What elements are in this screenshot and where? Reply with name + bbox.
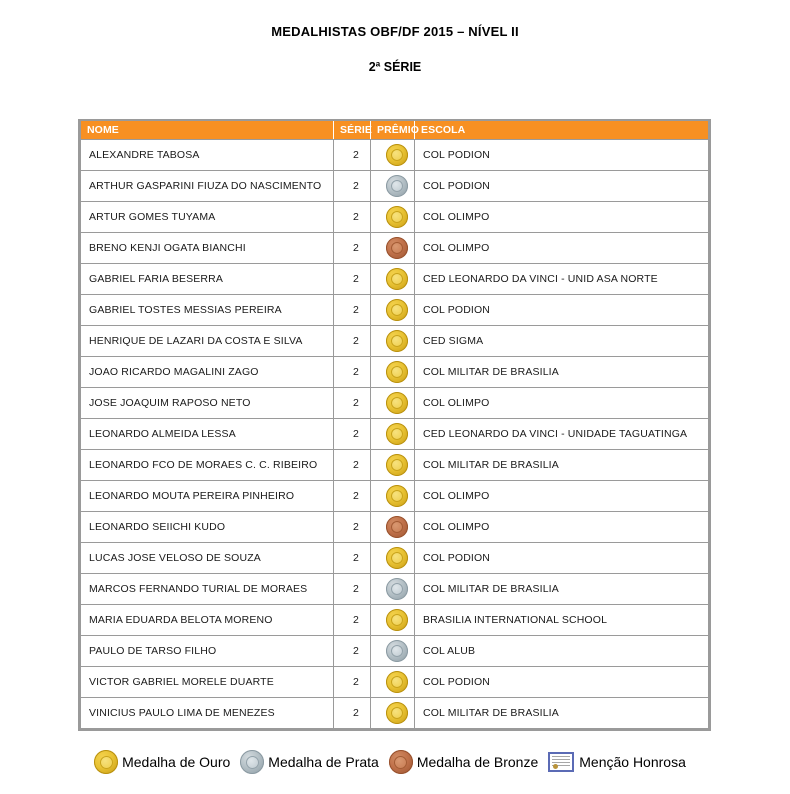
gold-medal-icon <box>386 671 408 693</box>
silver-medal-icon <box>386 578 408 600</box>
table-row <box>81 263 708 294</box>
silver-medal-icon <box>386 175 408 197</box>
cell-serie: 2 <box>334 542 371 573</box>
legend <box>0 750 790 774</box>
table-header-row <box>81 121 708 139</box>
cell-nome: GABRIEL TOSTES MESSIAS PEREIRA <box>81 294 334 325</box>
table-row <box>81 697 708 728</box>
cell-premio <box>371 511 415 542</box>
cell-serie: 2 <box>334 387 371 418</box>
cell-serie: 2 <box>334 294 371 325</box>
cell-escola: CED SIGMA <box>415 325 708 356</box>
gold-medal-icon <box>386 423 408 445</box>
gold-medal-icon <box>386 392 408 414</box>
cell-escola: COL PODION <box>415 294 708 325</box>
bronze-medal-icon <box>386 237 408 259</box>
gold-medal-icon <box>386 144 408 166</box>
medalists-table <box>78 119 711 731</box>
table-row <box>81 511 708 542</box>
cell-serie: 2 <box>334 635 371 666</box>
cell-escola: COL PODION <box>415 139 708 170</box>
gold-medal-icon <box>386 299 408 321</box>
silver-medal-icon <box>386 640 408 662</box>
cell-premio <box>371 573 415 604</box>
certificate-icon <box>548 752 574 772</box>
cell-escola: COL MILITAR DE BRASILIA <box>415 573 708 604</box>
cell-premio <box>371 697 415 728</box>
column-header-nome[interactable]: NOME <box>81 121 334 139</box>
cell-premio <box>371 418 415 449</box>
cell-serie: 2 <box>334 201 371 232</box>
page-root <box>0 24 790 794</box>
table-body <box>81 139 708 728</box>
cell-premio <box>371 449 415 480</box>
cell-premio <box>371 542 415 573</box>
cell-nome: LUCAS JOSE VELOSO DE SOUZA <box>81 542 334 573</box>
table-row <box>81 139 708 170</box>
cell-nome: PAULO DE TARSO FILHO <box>81 635 334 666</box>
gold-medal-icon <box>386 361 408 383</box>
cell-escola: COL MILITAR DE BRASILIA <box>415 449 708 480</box>
cell-serie: 2 <box>334 232 371 263</box>
cell-serie: 2 <box>334 325 371 356</box>
cell-premio <box>371 325 415 356</box>
cell-premio <box>371 139 415 170</box>
legend-label: Medalha de Ouro <box>122 754 231 770</box>
cell-serie: 2 <box>334 604 371 635</box>
cell-premio <box>371 356 415 387</box>
cell-premio <box>371 480 415 511</box>
legend-item <box>389 750 538 774</box>
table-row <box>81 387 708 418</box>
cell-nome: BRENO KENJI OGATA BIANCHI <box>81 232 334 263</box>
page-title: MEDALHISTAS OBF/DF 2015 – NÍVEL II <box>271 24 519 39</box>
cell-escola: COL OLIMPO <box>415 201 708 232</box>
cell-escola: BRASILIA INTERNATIONAL SCHOOL <box>415 604 708 635</box>
cell-escola: COL OLIMPO <box>415 480 708 511</box>
cell-escola: COL OLIMPO <box>415 232 708 263</box>
cell-serie: 2 <box>334 480 371 511</box>
gold-medal-icon <box>386 268 408 290</box>
cell-escola: CED LEONARDO DA VINCI - UNIDADE TAGUATINGA <box>415 418 708 449</box>
cell-escola: COL MILITAR DE BRASILIA <box>415 356 708 387</box>
table-row <box>81 232 708 263</box>
cell-nome: ARTUR GOMES TUYAMA <box>81 201 334 232</box>
gold-medal-icon <box>386 206 408 228</box>
cell-nome: HENRIQUE DE LAZARI DA COSTA E SILVA <box>81 325 334 356</box>
table-row <box>81 201 708 232</box>
cell-nome: JOAO RICARDO MAGALINI ZAGO <box>81 356 334 387</box>
table-row <box>81 480 708 511</box>
table-row <box>81 542 708 573</box>
cell-premio <box>371 232 415 263</box>
table-row <box>81 635 708 666</box>
column-header-premio[interactable]: PRÊMIO <box>371 121 415 139</box>
cell-serie: 2 <box>334 449 371 480</box>
legend-item <box>94 750 230 774</box>
gold-medal-icon <box>386 609 408 631</box>
gold-medal-icon <box>386 330 408 352</box>
cell-serie: 2 <box>334 511 371 542</box>
cell-nome: ALEXANDRE TABOSA <box>81 139 334 170</box>
cell-nome: VICTOR GABRIEL MORELE DUARTE <box>81 666 334 697</box>
gold-medal-icon <box>386 454 408 476</box>
table-row <box>81 418 708 449</box>
cell-nome: LEONARDO SEIICHI KUDO <box>81 511 334 542</box>
cell-serie: 2 <box>334 418 371 449</box>
legend-item <box>548 752 686 772</box>
bronze-medal-icon <box>386 516 408 538</box>
gold-medal-icon <box>386 547 408 569</box>
cell-premio <box>371 201 415 232</box>
cell-serie: 2 <box>334 697 371 728</box>
cell-premio <box>371 387 415 418</box>
certificate-seal <box>553 764 558 769</box>
table-row <box>81 573 708 604</box>
cell-nome: LEONARDO ALMEIDA LESSA <box>81 418 334 449</box>
bronze-medal-icon <box>389 750 413 774</box>
cell-premio <box>371 635 415 666</box>
cell-nome: MARCOS FERNANDO TURIAL DE MORAES <box>81 573 334 604</box>
table-row <box>81 170 708 201</box>
cell-nome: LEONARDO MOUTA PEREIRA PINHEIRO <box>81 480 334 511</box>
cell-escola: COL ALUB <box>415 635 708 666</box>
cell-serie: 2 <box>334 666 371 697</box>
cell-premio <box>371 604 415 635</box>
cell-nome: ARTHUR GASPARINI FIUZA DO NASCIMENTO <box>81 170 334 201</box>
cell-escola: COL PODION <box>415 542 708 573</box>
cell-serie: 2 <box>334 263 371 294</box>
cell-nome: VINICIUS PAULO LIMA DE MENEZES <box>81 697 334 728</box>
cell-serie: 2 <box>334 356 371 387</box>
cell-serie: 2 <box>334 139 371 170</box>
legend-item <box>240 750 379 774</box>
column-header-escola[interactable]: ESCOLA <box>415 121 708 139</box>
cell-premio <box>371 263 415 294</box>
table-row <box>81 449 708 480</box>
cell-serie: 2 <box>334 170 371 201</box>
cell-escola: COL OLIMPO <box>415 387 708 418</box>
table-row <box>81 604 708 635</box>
cell-escola: COL PODION <box>415 666 708 697</box>
table-row <box>81 666 708 697</box>
cell-premio <box>371 170 415 201</box>
medalists-table-container <box>78 119 711 731</box>
legend-label: Medalha de Prata <box>268 754 379 770</box>
cell-escola: COL OLIMPO <box>415 511 708 542</box>
table-header <box>81 121 708 139</box>
table-row <box>81 356 708 387</box>
legend-label: Menção Honrosa <box>579 754 686 770</box>
cell-escola: CED LEONARDO DA VINCI - UNID ASA NORTE <box>415 263 708 294</box>
cell-premio <box>371 666 415 697</box>
silver-medal-icon <box>240 750 264 774</box>
cell-premio <box>371 294 415 325</box>
cell-nome: JOSE JOAQUIM RAPOSO NETO <box>81 387 334 418</box>
cell-escola: COL MILITAR DE BRASILIA <box>415 697 708 728</box>
column-header-serie[interactable]: SÉRIE <box>334 121 371 139</box>
cell-nome: MARIA EDUARDA BELOTA MORENO <box>81 604 334 635</box>
page-subtitle: 2ª SÉRIE <box>368 60 422 74</box>
table-row <box>81 325 708 356</box>
cell-escola: COL PODION <box>415 170 708 201</box>
cell-serie: 2 <box>334 573 371 604</box>
legend-label: Medalha de Bronze <box>416 754 539 770</box>
cell-nome: GABRIEL FARIA BESERRA <box>81 263 334 294</box>
gold-medal-icon <box>94 750 118 774</box>
gold-medal-icon <box>386 702 408 724</box>
table-row <box>81 294 708 325</box>
gold-medal-icon <box>386 485 408 507</box>
cell-nome: LEONARDO FCO DE MORAES C. C. RIBEIRO <box>81 449 334 480</box>
